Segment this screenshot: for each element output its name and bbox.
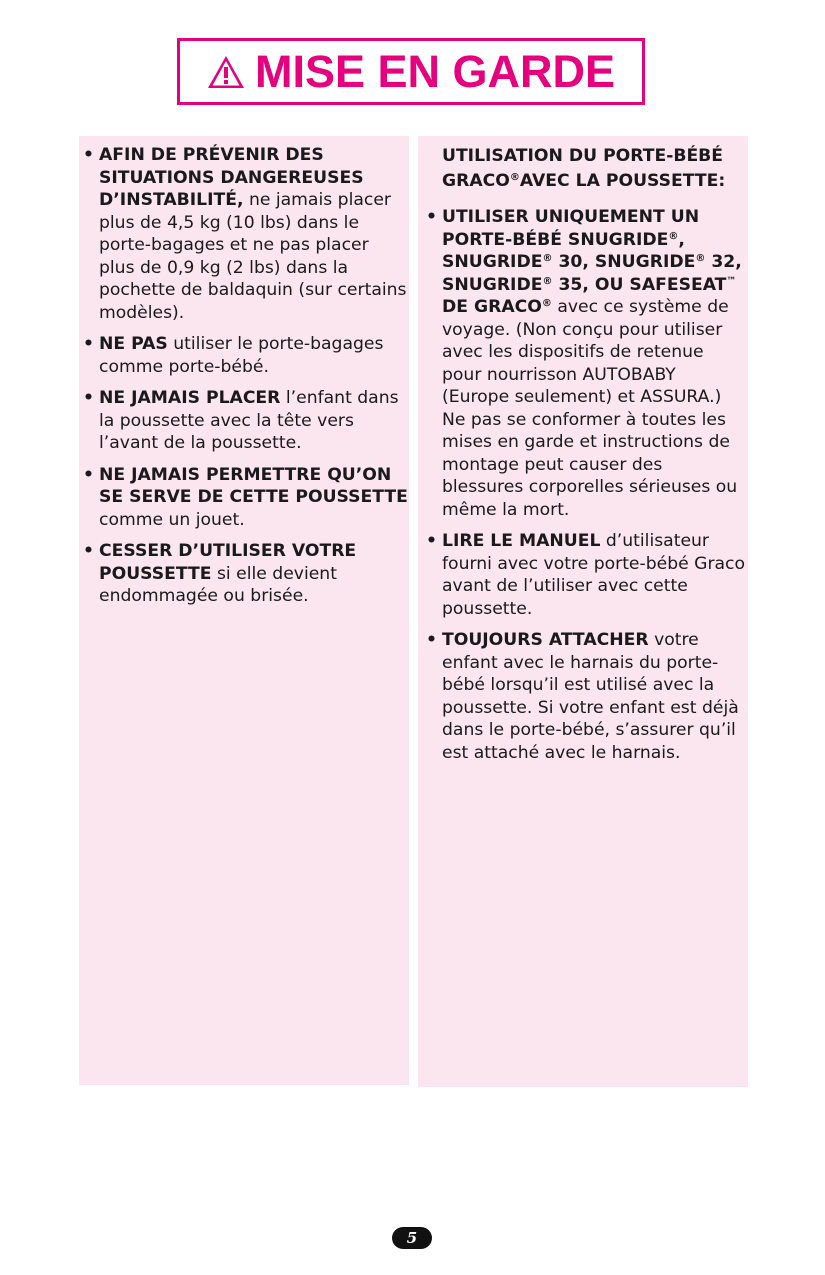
item-text: l’enfant dans la poussette avec la tête vers l’avant de la poussette. [99,388,399,453]
bullet: • [83,145,94,165]
item-emphasis: NE JAMAIS PERMETTRE QU’ON SE SERVE DE CETTE POUSSETTE [99,464,408,507]
registered-mark: ® [509,172,520,183]
item-text: ne jamais placer plus de 4,5 kg (10 lbs) dans le porte-bagages et ne pas placer plus de 0,9 kg (2 lbs) dans la pochette de baldaquin (sur certains modèles). [99,190,407,323]
list-item [83,464,409,532]
right-warning-panel [418,136,748,1087]
item-text: comme un jouet. [99,509,245,530]
emphasis-text: 35, OU SAFESEAT [552,274,727,295]
warning-title: MISE EN GARDE [254,46,616,97]
left-warning-list [83,144,409,608]
registered-mark: ® [668,230,679,242]
emphasis-text: UTILISER UNIQUEMENT UN PORTE-BÉBÉ SNUGRIDE [442,207,700,250]
heading-text: AVEC LA POUSSETTE: [519,171,726,191]
page-number-badge: 5 [392,1227,432,1249]
warning-triangle-icon [207,55,245,89]
list-item [83,333,409,378]
registered-mark: ® [542,253,553,264]
item-emphasis: LIRE LE MANUEL [442,531,601,551]
section-heading [442,144,748,194]
list-item [426,530,748,620]
right-warning-list [426,206,748,764]
list-item [426,206,748,521]
item-emphasis: TOUJOURS ATTACHER [442,630,649,650]
left-warning-panel [79,136,409,1085]
warning-header [177,38,645,105]
item-emphasis: NE JAMAIS PLACER [99,388,281,408]
item-emphasis: NE PAS [99,334,168,354]
heading-text: UTILISATION DU PORTE-BÉBÉ GRACO [442,146,724,191]
item-text: votre enfant avec le harnais du porte-bébé lorsqu’il est utilisé avec la poussette. Si votre enfant est déjà dans le porte-bébé, s’assurer qu’il est attaché avec le harnais. [442,630,739,763]
registered-mark: ® [695,253,706,264]
bullet: • [426,207,437,227]
list-item [83,540,409,608]
bullet: • [83,541,94,561]
bullet: • [83,334,94,354]
item-text: utiliser le porte-bagages comme porte-bébé. [99,334,384,377]
item-text: avec ce système de voyage. (Non conçu pour utiliser avec les dispositifs de retenue pour nourrisson AUTOBABY (Europe seulement) et ASSURA.) Ne pas se conformer à toutes les mises en garde et instructions de montage peut causer des blessures corporelles sérieuses ou même la mort. [442,297,738,520]
bullet: • [426,531,437,551]
bullet: • [426,630,437,650]
registered-mark: ® [541,298,552,309]
trademark-mark: ™ [726,275,737,287]
emphasis-text: DE GRACO [442,297,542,317]
item-emphasis: CESSER D’UTILISER VOTRE POUSSETTE [99,541,357,584]
registered-mark: ® [542,275,553,287]
emphasis-text: 30, SNUGRIDE [552,252,696,272]
item-text: d’utilisateur fourni avec votre porte-bébé Graco avant de l’utiliser avec cette poussette. [442,531,746,619]
item-text: si elle devient endommagée ou brisée. [99,563,337,606]
bullet: • [83,388,94,408]
emphasis-text: 32, SNUGRIDE [442,252,742,295]
emphasis-text: , SNUGRIDE [442,229,685,272]
item-emphasis: AFIN DE PRÉVENIR DES SITUATIONS DANGEREUSES D’INSTABILITÉ, [99,145,364,210]
list-item [83,387,409,455]
list-item [83,144,409,324]
bullet: • [83,464,94,485]
list-item [426,629,748,764]
